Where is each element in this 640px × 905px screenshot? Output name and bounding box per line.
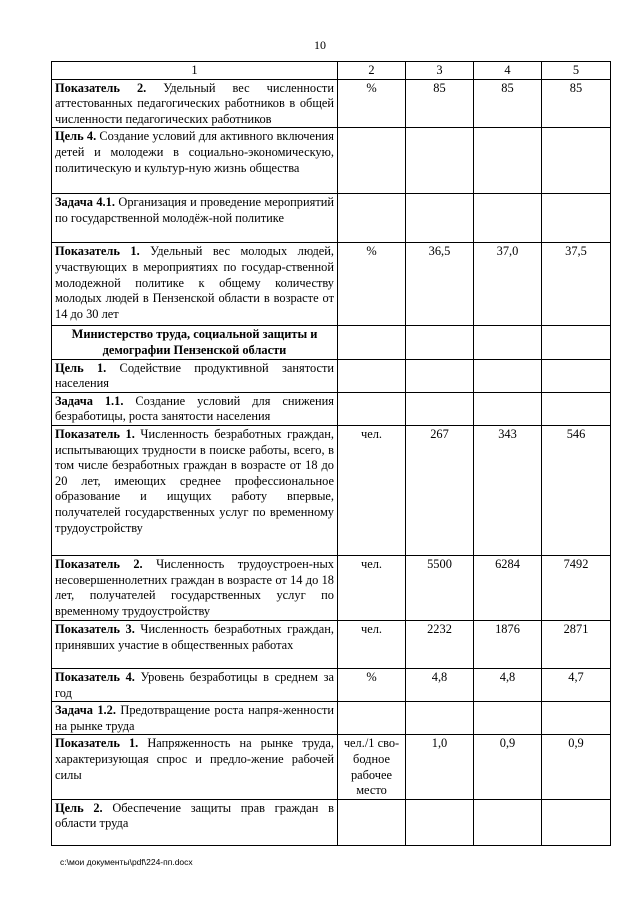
indicator-name-cell — [52, 359, 338, 392]
value-cell: 36,5 — [406, 243, 474, 326]
value-cell — [542, 128, 611, 194]
table-row — [52, 799, 611, 845]
value-cell: 37,5 — [542, 243, 611, 326]
indicator-text: Предотвращение роста напря-женности на рынке труда — [55, 703, 334, 733]
section-title: Министерство труда, социальной защиты и демографии Пензенской области — [52, 326, 338, 359]
value-cell — [542, 392, 611, 425]
value-cell: 1876 — [474, 620, 542, 668]
value-cell — [406, 359, 474, 392]
indicator-label: Цель 2. — [55, 800, 103, 815]
value-cell: 267 — [406, 425, 474, 555]
value-cell: 4,7 — [542, 668, 611, 701]
value-cell — [406, 799, 474, 845]
unit-cell — [338, 128, 406, 194]
value-cell: 85 — [474, 79, 542, 128]
indicator-label: Задача 1.1. — [55, 393, 124, 408]
unit-cell: чел. — [338, 555, 406, 620]
indicator-text: Уровень безработицы в среднем за год — [55, 669, 334, 700]
indicator-name-cell — [52, 79, 338, 128]
value-cell: 7492 — [542, 555, 611, 620]
value-cell: 0,9 — [474, 735, 542, 799]
value-cell — [406, 128, 474, 194]
indicator-text: Создание условий для снижения безработицы, роста занятости населения — [55, 393, 335, 424]
indicator-label: Цель 1. — [55, 360, 107, 375]
table-row — [52, 702, 611, 735]
indicator-name-cell — [52, 735, 338, 799]
indicator-name-cell — [52, 620, 338, 668]
indicator-label: Задача 4.1. — [55, 195, 115, 210]
table-row — [52, 243, 611, 326]
value-cell — [474, 799, 542, 845]
indicator-text: Создание условий для активного включения детей и молодежи в социально-экономическую, политическую и культур-ную жизнь общества — [55, 129, 334, 175]
unit-cell — [338, 392, 406, 425]
table-row — [52, 620, 611, 668]
value-cell — [542, 799, 611, 845]
indicator-label: Показатель 1. — [55, 736, 139, 751]
unit-cell: чел. — [338, 620, 406, 668]
indicator-label: Показатель 2. — [55, 80, 147, 95]
column-header: 5 — [542, 62, 611, 80]
table-row — [52, 735, 611, 799]
empty-cell — [338, 326, 406, 359]
value-cell: 85 — [406, 79, 474, 128]
value-cell — [406, 392, 474, 425]
indicator-text: Численность безработных граждан, принявших участие в общественных работах — [55, 621, 334, 652]
indicator-name-cell — [52, 425, 338, 555]
indicator-name-cell — [52, 243, 338, 326]
indicator-name-cell — [52, 799, 338, 845]
column-header: 2 — [338, 62, 406, 80]
indicator-label: Показатель 3. — [55, 621, 135, 636]
page-number: 10 — [314, 38, 326, 52]
column-header: 1 — [52, 62, 338, 80]
indicator-text: Напряженность на рынке труда, характеризующая спрос и предло-жение рабочей силы — [55, 736, 334, 782]
value-cell: 0,9 — [542, 735, 611, 799]
table-row — [52, 326, 611, 359]
empty-cell — [474, 326, 542, 359]
unit-cell: чел./1 сво-бодное рабочее место — [338, 735, 406, 799]
indicator-name-cell — [52, 702, 338, 735]
table-row — [52, 555, 611, 620]
indicator-name-cell — [52, 555, 338, 620]
unit-cell: % — [338, 668, 406, 701]
indicator-name-cell — [52, 128, 338, 194]
indicator-name-cell — [52, 392, 338, 425]
indicator-label: Показатель 2. — [55, 556, 143, 571]
indicator-label: Задача 1.2. — [55, 703, 116, 718]
table-row — [52, 392, 611, 425]
value-cell: 6284 — [474, 555, 542, 620]
unit-cell: чел. — [338, 425, 406, 555]
indicator-text: Удельный вес численности аттестованных педагогических работников в общей численности педагогических работников — [55, 80, 334, 126]
value-cell: 37,0 — [474, 243, 542, 326]
unit-cell: % — [338, 79, 406, 128]
value-cell — [542, 702, 611, 735]
unit-cell — [338, 194, 406, 243]
table-row — [52, 425, 611, 555]
indicator-text: Содействие продуктивной занятости населения — [55, 360, 334, 391]
file-path-footer: c:\мои документы\pdf\224-пп.docx — [60, 857, 193, 867]
indicator-text: Численность безработных граждан, испытывающих трудности в поиске работы, всего, в том числе безработных граждан в возрасте от 18 до 20 лет, имеющих среднее профессиональное образование и ищущих работу впервые, получателей государственных услуг по временному трудоустройству — [55, 426, 334, 535]
value-cell: 4,8 — [474, 668, 542, 701]
indicator-text: Численность трудоустроен-ных несовершеннолетних граждан в возрасте от 14 до 18 лет, получателей государственных услуг по временному трудоустройству — [55, 556, 334, 618]
unit-cell — [338, 799, 406, 845]
table-row — [52, 668, 611, 701]
unit-cell: % — [338, 243, 406, 326]
value-cell — [406, 702, 474, 735]
indicator-label: Показатель 1. — [55, 244, 140, 259]
indicator-text: Удельный вес молодых людей, участвующих в мероприятиях по государ-ственной молодежной политике к общему количеству молодых людей в Пензенской области в возрасте от 14 до 30 лет — [55, 244, 334, 321]
table-row — [52, 79, 611, 128]
value-cell — [542, 194, 611, 243]
unit-cell — [338, 359, 406, 392]
value-cell — [474, 392, 542, 425]
value-cell: 85 — [542, 79, 611, 128]
column-header: 4 — [474, 62, 542, 80]
indicator-label: Показатель 4. — [55, 669, 135, 684]
indicator-text: Организация и проведение мероприятий по государственной молодёж-ной политике — [55, 195, 334, 225]
value-cell: 2232 — [406, 620, 474, 668]
value-cell — [474, 359, 542, 392]
value-cell: 343 — [474, 425, 542, 555]
indicator-label: Цель 4. — [55, 129, 97, 144]
empty-cell — [406, 326, 474, 359]
column-header: 3 — [406, 62, 474, 80]
indicators-table — [51, 61, 611, 846]
value-cell: 2871 — [542, 620, 611, 668]
unit-cell — [338, 702, 406, 735]
value-cell — [542, 359, 611, 392]
table-row — [52, 194, 611, 243]
value-cell — [406, 194, 474, 243]
table-row — [52, 359, 611, 392]
empty-cell — [542, 326, 611, 359]
indicator-name-cell — [52, 668, 338, 701]
value-cell — [474, 702, 542, 735]
value-cell: 5500 — [406, 555, 474, 620]
value-cell — [474, 194, 542, 243]
table-row — [52, 128, 611, 194]
value-cell: 546 — [542, 425, 611, 555]
indicator-label: Показатель 1. — [55, 426, 135, 441]
indicator-name-cell — [52, 194, 338, 243]
value-cell — [474, 128, 542, 194]
indicator-text: Обеспечение защиты прав граждан в области труда — [55, 800, 334, 831]
value-cell: 4,8 — [406, 668, 474, 701]
table-header-row — [52, 62, 611, 80]
value-cell: 1,0 — [406, 735, 474, 799]
